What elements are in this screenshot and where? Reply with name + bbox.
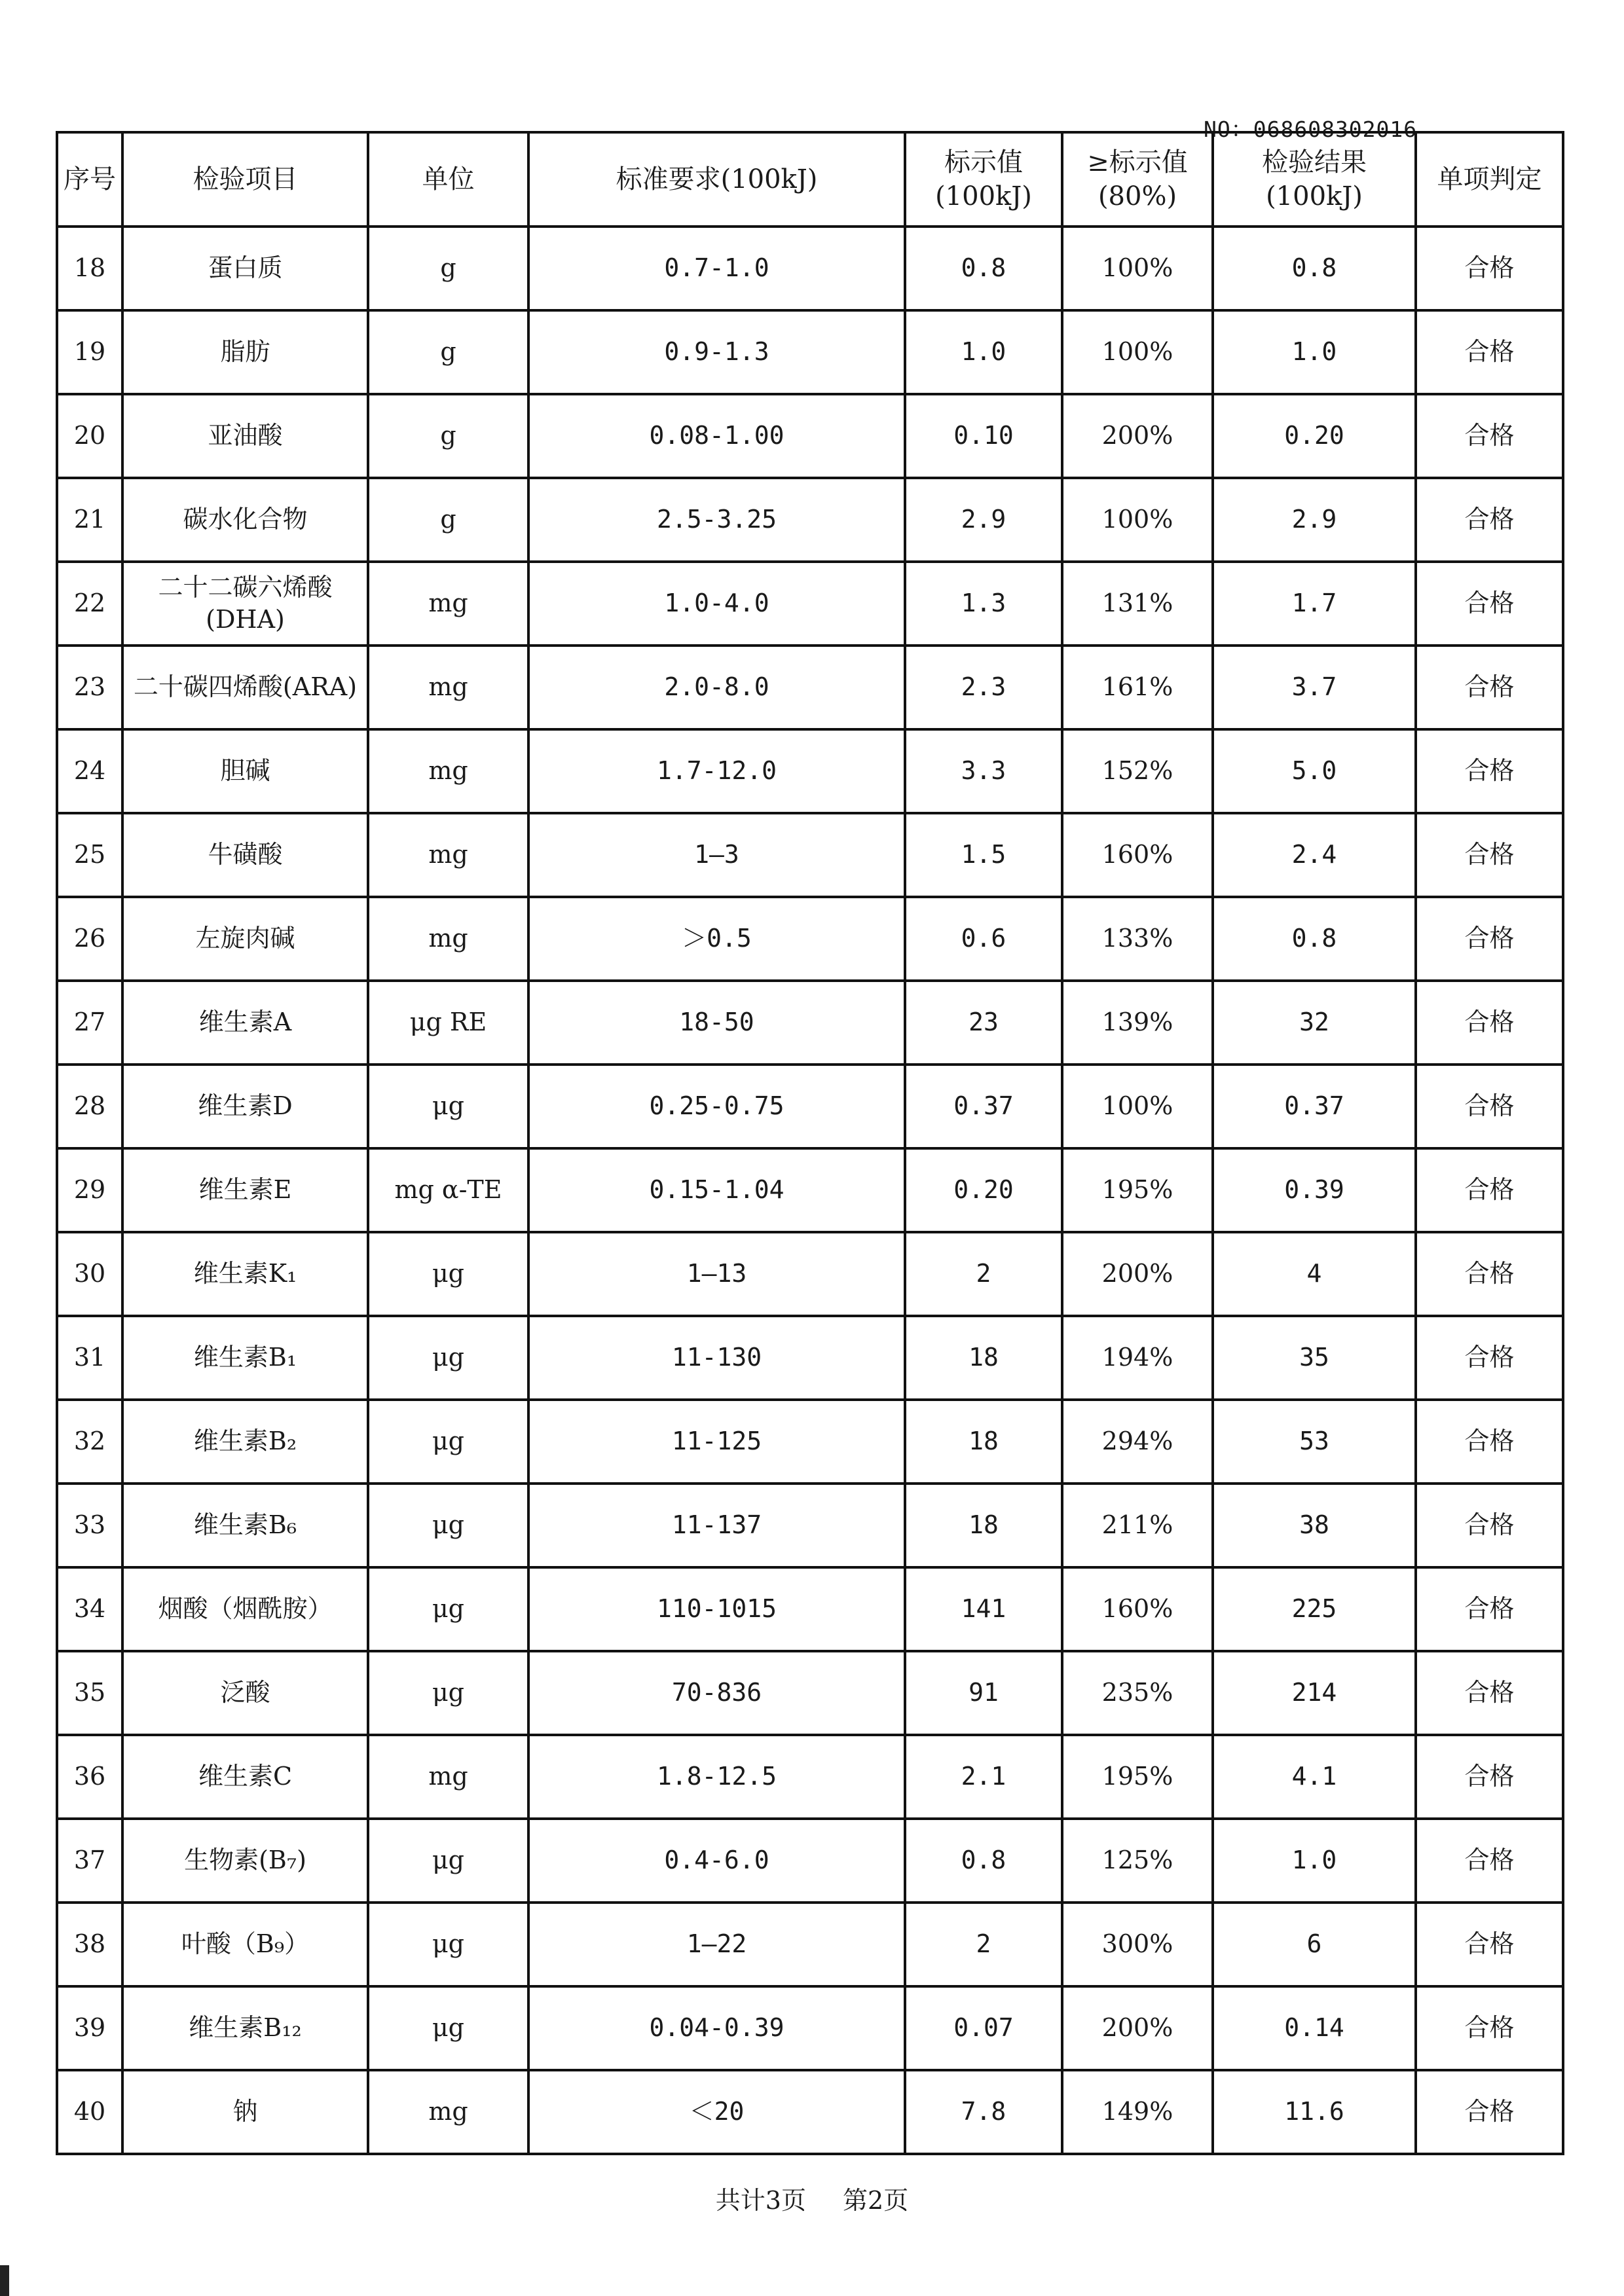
cell-percent: 195% [1062, 1735, 1213, 1819]
cell-label-value: 2 [905, 1232, 1062, 1316]
cell-percent: 300% [1062, 1903, 1213, 1986]
table-row [57, 729, 1563, 813]
cell-seq: 31 [57, 1316, 122, 1400]
cell-result: 4 [1213, 1232, 1416, 1316]
cell-result: 0.8 [1213, 897, 1416, 981]
cell-item: 叶酸（B₉） [122, 1903, 368, 1986]
cell-label-value: 23 [905, 981, 1062, 1065]
cell-percent: 100% [1062, 478, 1213, 562]
cell-standard: 2.0-8.0 [528, 646, 905, 729]
cell-percent: 100% [1062, 1065, 1213, 1148]
cell-standard: 11-130 [528, 1316, 905, 1400]
cell-item: 钠 [122, 2070, 368, 2154]
cell-unit: mg α-TE [368, 1148, 528, 1232]
cell-judgement: 合格 [1416, 897, 1563, 981]
cell-judgement: 合格 [1416, 1903, 1563, 1986]
cell-item: 脂肪 [122, 310, 368, 394]
cell-seq: 38 [57, 1903, 122, 1986]
cell-percent: 100% [1062, 310, 1213, 394]
cell-result: 2.4 [1213, 813, 1416, 897]
cell-seq: 35 [57, 1651, 122, 1735]
table-row [57, 394, 1563, 478]
cell-standard: 1—13 [528, 1232, 905, 1316]
table-row [57, 813, 1563, 897]
cell-result: 11.6 [1213, 2070, 1416, 2154]
cell-seq: 29 [57, 1148, 122, 1232]
cell-standard: 0.15-1.04 [528, 1148, 905, 1232]
cell-seq: 37 [57, 1819, 122, 1903]
header-result: 检验结果(100kJ) [1213, 132, 1416, 227]
cell-unit: g [368, 227, 528, 310]
cell-result: 3.7 [1213, 646, 1416, 729]
cell-label-value: 2.1 [905, 1735, 1062, 1819]
cell-result: 2.9 [1213, 478, 1416, 562]
cell-judgement: 合格 [1416, 1819, 1563, 1903]
cell-label-value: 18 [905, 1484, 1062, 1567]
cell-seq: 24 [57, 729, 122, 813]
cell-result: 1.7 [1213, 562, 1416, 646]
cell-standard: 1—22 [528, 1903, 905, 1986]
cell-result: 38 [1213, 1484, 1416, 1567]
cell-standard: ＞0.5 [528, 897, 905, 981]
page-footer [0, 2180, 1624, 2216]
table-row [57, 1148, 1563, 1232]
cell-seq: 40 [57, 2070, 122, 2154]
inspection-results-table [56, 131, 1564, 2155]
cell-seq: 22 [57, 562, 122, 646]
cell-judgement: 合格 [1416, 646, 1563, 729]
table-row [57, 310, 1563, 394]
cell-unit: mg [368, 2070, 528, 2154]
table-row [57, 1316, 1563, 1400]
table-row [57, 1819, 1563, 1903]
cell-item: 维生素D [122, 1065, 368, 1148]
cell-label-value: 0.07 [905, 1986, 1062, 2070]
cell-judgement: 合格 [1416, 310, 1563, 394]
cell-judgement: 合格 [1416, 1148, 1563, 1232]
report-number: NO：068608302016 [1204, 117, 1418, 142]
cell-judgement: 合格 [1416, 1735, 1563, 1819]
cell-percent: 160% [1062, 1567, 1213, 1651]
cell-percent: 100% [1062, 227, 1213, 310]
cell-item: 生物素(B₇) [122, 1819, 368, 1903]
cell-unit: μg [368, 1484, 528, 1567]
cell-result: 4.1 [1213, 1735, 1416, 1819]
cell-seq: 33 [57, 1484, 122, 1567]
cell-unit: μg [368, 1651, 528, 1735]
cell-item: 胆碱 [122, 729, 368, 813]
cell-unit: g [368, 478, 528, 562]
cell-result: 32 [1213, 981, 1416, 1065]
cell-percent: 200% [1062, 394, 1213, 478]
cell-result: 0.8 [1213, 227, 1416, 310]
cell-judgement: 合格 [1416, 562, 1563, 646]
cell-standard: 110-1015 [528, 1567, 905, 1651]
cell-item: 烟酸（烟酰胺） [122, 1567, 368, 1651]
cell-label-value: 18 [905, 1400, 1062, 1484]
header-unit: 单位 [368, 132, 528, 227]
cell-percent: 131% [1062, 562, 1213, 646]
cell-judgement: 合格 [1416, 394, 1563, 478]
cell-unit: g [368, 394, 528, 478]
cell-standard: 1—3 [528, 813, 905, 897]
table-row [57, 227, 1563, 310]
cell-seq: 18 [57, 227, 122, 310]
cell-judgement: 合格 [1416, 981, 1563, 1065]
cell-standard: 0.9-1.3 [528, 310, 905, 394]
cell-unit: mg [368, 646, 528, 729]
cell-result: 225 [1213, 1567, 1416, 1651]
cell-judgement: 合格 [1416, 478, 1563, 562]
cell-judgement: 合格 [1416, 813, 1563, 897]
cell-label-value: 1.3 [905, 562, 1062, 646]
cell-item: 牛磺酸 [122, 813, 368, 897]
table-row [57, 1567, 1563, 1651]
cell-unit: mg [368, 1735, 528, 1819]
cell-judgement: 合格 [1416, 1567, 1563, 1651]
table-row [57, 1400, 1563, 1484]
cell-standard: 0.04-0.39 [528, 1986, 905, 2070]
cell-percent: 195% [1062, 1148, 1213, 1232]
table-row [57, 1232, 1563, 1316]
table-row [57, 1484, 1563, 1567]
cell-unit: μg [368, 1065, 528, 1148]
header-standard: 标准要求(100kJ) [528, 132, 905, 227]
cell-label-value: 0.8 [905, 227, 1062, 310]
cell-standard: 1.8-12.5 [528, 1735, 905, 1819]
cell-item: 维生素K₁ [122, 1232, 368, 1316]
cell-percent: 125% [1062, 1819, 1213, 1903]
cell-standard: ＜20 [528, 2070, 905, 2154]
cell-percent: 200% [1062, 1232, 1213, 1316]
cell-judgement: 合格 [1416, 1484, 1563, 1567]
cell-seq: 36 [57, 1735, 122, 1819]
cell-item: 二十碳四烯酸(ARA) [122, 646, 368, 729]
header-label-value: 标示值(100kJ) [905, 132, 1062, 227]
header-percent-of-label: ≥标示值(80%) [1062, 132, 1213, 227]
cell-label-value: 18 [905, 1316, 1062, 1400]
cell-seq: 34 [57, 1567, 122, 1651]
cell-percent: 235% [1062, 1651, 1213, 1735]
cell-judgement: 合格 [1416, 227, 1563, 310]
cell-result: 214 [1213, 1651, 1416, 1735]
cell-standard: 2.5-3.25 [528, 478, 905, 562]
cell-seq: 19 [57, 310, 122, 394]
cell-seq: 39 [57, 1986, 122, 2070]
table-header [57, 132, 1563, 227]
table-row [57, 2070, 1563, 2154]
cell-standard: 1.0-4.0 [528, 562, 905, 646]
cell-seq: 28 [57, 1065, 122, 1148]
cell-label-value: 141 [905, 1567, 1062, 1651]
cell-standard: 0.08-1.00 [528, 394, 905, 478]
cell-judgement: 合格 [1416, 729, 1563, 813]
cell-seq: 23 [57, 646, 122, 729]
table-row [57, 1065, 1563, 1148]
cell-percent: 200% [1062, 1986, 1213, 2070]
cell-unit: g [368, 310, 528, 394]
table-row [57, 1986, 1563, 2070]
cell-item: 二十二碳六烯酸(DHA) [122, 562, 368, 646]
current-page: 第2页 [843, 2186, 909, 2215]
cell-result: 0.20 [1213, 394, 1416, 478]
cell-unit: μg [368, 1232, 528, 1316]
cell-seq: 32 [57, 1400, 122, 1484]
cell-judgement: 合格 [1416, 1232, 1563, 1316]
table-row [57, 897, 1563, 981]
cell-unit: μg RE [368, 981, 528, 1065]
cell-result: 5.0 [1213, 729, 1416, 813]
table-row [57, 478, 1563, 562]
cell-item: 蛋白质 [122, 227, 368, 310]
total-pages: 共计3页 [715, 2186, 806, 2215]
cell-label-value: 91 [905, 1651, 1062, 1735]
cell-item: 维生素C [122, 1735, 368, 1819]
cell-percent: 160% [1062, 813, 1213, 897]
header-row [57, 132, 1563, 227]
cell-result: 0.37 [1213, 1065, 1416, 1148]
cell-item: 维生素B₆ [122, 1484, 368, 1567]
cell-item: 维生素B₁₂ [122, 1986, 368, 2070]
cell-standard: 1.7-12.0 [528, 729, 905, 813]
cell-label-value: 0.6 [905, 897, 1062, 981]
cell-result: 1.0 [1213, 1819, 1416, 1903]
cell-result: 35 [1213, 1316, 1416, 1400]
cell-label-value: 0.37 [905, 1065, 1062, 1148]
cell-standard: 0.4-6.0 [528, 1819, 905, 1903]
table-row [57, 1735, 1563, 1819]
cell-item: 亚油酸 [122, 394, 368, 478]
cell-unit: μg [368, 1567, 528, 1651]
cell-result: 6 [1213, 1903, 1416, 1986]
cell-seq: 27 [57, 981, 122, 1065]
cell-standard: 11-137 [528, 1484, 905, 1567]
cell-label-value: 7.8 [905, 2070, 1062, 2154]
cell-unit: mg [368, 562, 528, 646]
cell-percent: 149% [1062, 2070, 1213, 2154]
cell-label-value: 2 [905, 1903, 1062, 1986]
table-row [57, 981, 1563, 1065]
cell-seq: 20 [57, 394, 122, 478]
cell-label-value: 2.3 [905, 646, 1062, 729]
cell-unit: μg [368, 1903, 528, 1986]
table-row [57, 1903, 1563, 1986]
cell-unit: μg [368, 1986, 528, 2070]
table-row [57, 646, 1563, 729]
cell-percent: 194% [1062, 1316, 1213, 1400]
cell-label-value: 3.3 [905, 729, 1062, 813]
cell-item: 左旋肉碱 [122, 897, 368, 981]
cell-standard: 18-50 [528, 981, 905, 1065]
cell-label-value: 0.20 [905, 1148, 1062, 1232]
cell-standard: 0.25-0.75 [528, 1065, 905, 1148]
cell-judgement: 合格 [1416, 1316, 1563, 1400]
cell-percent: 139% [1062, 981, 1213, 1065]
cell-unit: mg [368, 897, 528, 981]
cell-unit: mg [368, 813, 528, 897]
table-row [57, 1651, 1563, 1735]
cell-item: 维生素E [122, 1148, 368, 1232]
header-item: 检验项目 [122, 132, 368, 227]
cell-label-value: 2.9 [905, 478, 1062, 562]
cell-label-value: 1.0 [905, 310, 1062, 394]
cell-unit: μg [368, 1316, 528, 1400]
cell-unit: μg [368, 1819, 528, 1903]
cell-percent: 161% [1062, 646, 1213, 729]
cell-percent: 294% [1062, 1400, 1213, 1484]
cell-item: 维生素A [122, 981, 368, 1065]
cell-item: 泛酸 [122, 1651, 368, 1735]
cell-result: 1.0 [1213, 310, 1416, 394]
cell-seq: 25 [57, 813, 122, 897]
cell-unit: μg [368, 1400, 528, 1484]
cell-label-value: 1.5 [905, 813, 1062, 897]
cell-unit: mg [368, 729, 528, 813]
header-judgement: 单项判定 [1416, 132, 1563, 227]
cell-percent: 211% [1062, 1484, 1213, 1567]
cell-standard: 11-125 [528, 1400, 905, 1484]
table-row [57, 562, 1563, 646]
scan-edge-mark [0, 2265, 9, 2296]
table-body [57, 227, 1563, 2154]
cell-item: 碳水化合物 [122, 478, 368, 562]
cell-seq: 26 [57, 897, 122, 981]
cell-label-value: 0.10 [905, 394, 1062, 478]
cell-judgement: 合格 [1416, 1651, 1563, 1735]
cell-item: 维生素B₂ [122, 1400, 368, 1484]
cell-seq: 30 [57, 1232, 122, 1316]
cell-percent: 152% [1062, 729, 1213, 813]
cell-result: 53 [1213, 1400, 1416, 1484]
cell-result: 0.39 [1213, 1148, 1416, 1232]
header-seq: 序号 [57, 132, 122, 227]
cell-standard: 0.7-1.0 [528, 227, 905, 310]
cell-judgement: 合格 [1416, 2070, 1563, 2154]
cell-seq: 21 [57, 478, 122, 562]
cell-item: 维生素B₁ [122, 1316, 368, 1400]
cell-judgement: 合格 [1416, 1400, 1563, 1484]
cell-result: 0.14 [1213, 1986, 1416, 2070]
cell-label-value: 0.8 [905, 1819, 1062, 1903]
cell-judgement: 合格 [1416, 1065, 1563, 1148]
cell-standard: 70-836 [528, 1651, 905, 1735]
cell-percent: 133% [1062, 897, 1213, 981]
cell-judgement: 合格 [1416, 1986, 1563, 2070]
